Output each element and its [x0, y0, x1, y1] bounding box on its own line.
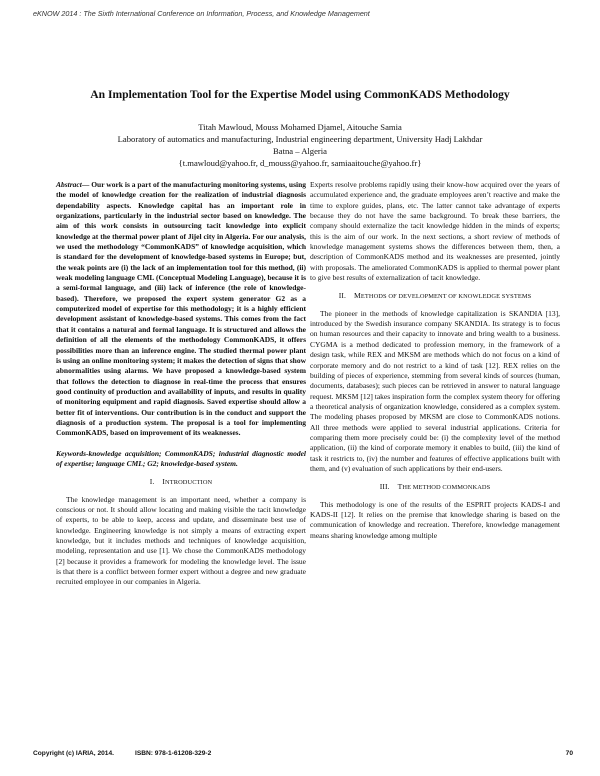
author-emails: {t.mawloud@yahoo.fr, d_mouss@yahoo.fr, samiaaitouche@yahoo.fr} — [178, 158, 422, 168]
section-title-rest: ETHODS OF DEVELOPMENT OF KNOWLEDGE SYSTEMS — [360, 293, 532, 301]
running-head: eKNOW 2014 : The Sixth International Conference on Information, Process, and Knowledge Management — [33, 9, 370, 18]
author-names: Titah Mawloud, Mouss Mohamed Djamel, Aitouche Samia — [198, 122, 402, 132]
section-number: I. — [149, 477, 155, 487]
left-column — [56, 180, 306, 588]
section-title-initial: I — [162, 477, 165, 487]
abstract-text: Our work is a part of the manufacturing monitoring systems, using the model of knowledge creation for the realization of industrial diagnosis dependability aspects. Knowledge capital has an important role in organizations, particularly in the industrial sector based on knowledge. The aim of this work consists in outsourcing tacit knowledge into explicit knowledge at the thermal power plant of Jijel city in Algeria. For our analysis, we used the methodology “CommonKADS” of knowledge acquisition, which is standard for the development of knowledge-based systems in Europe; but, the weak points are (i) the lack of an implementation tool for this method, (ii) weak modeling language CML (Conceptual Modeling Language), because it is a semi-formal language, and (iii) lack of inference (the role of knowledge-based). Therefore, we proposed the expert system generator G2 as a computerized model of expertise for this methodology; it is a highly efficient development assistant of knowledge-based systems. This comes from the fact that it contains a natural and formal language. It is structured and allows the definition of all the elements of the methodology CommonKADS, it offers possibilities more than an inference engine. The studied thermal power plant is using an online monitoring system; it makes the detection of signs that show abnormalities using alarms. We have proposed a knowledge-based system that follows the detection to diagnose in real-time the process that ensures good continuity of production and availability of inputs, and results in quality of monitoring equipment and rapid diagnosis. Saved expertise should allow a better fit of interventions. Our contribution is in the conduct and support the diagnosis of a production system. The proposal is a tool for implementing CommonKADS, based on improvement of its weaknesses. — [56, 180, 306, 438]
paragraph: The pioneer in the methods of knowledge capitalization is SKANDIA [13], introduced by the Swedish insurance company SKANDIA. Its strategy is to focus on human resources and their capacity to innovate and bring wealth to a business. CYGMA is a method dedicated to profession memory, in the framework of a design task, while REX and MKSM are methods which do not focus on a kind of corporate memory and do not restrict to a kind of task [12]. REX relies on the building of pieces of experience, stemming from several kinds of sources (human, documents, databases); such pieces can be retrieved in answer to natural language request. MKSM [12] takes inspiration form the complex system theory for offering a theoretical analysis of organization knowledge, considered as a complex system. The modeling phases proposed by MKSM are close to CommonKADS notions. All three methods were applied to several industrial applications. Criteria for comparing them more precisely could be: (i) the complexity level of the method application, (ii) the kind of corporate memory it enables to build, (iii) the kind of task it restricts to, (iv) the number and features of effective applications built with them, and (v) evaluation of such applications by their end-users. — [310, 308, 560, 473]
section-heading-2 — [310, 291, 560, 302]
section-title-rest: NTRODUCTION — [165, 479, 213, 487]
section-heading-1 — [56, 477, 306, 488]
page-number: 70 — [565, 750, 573, 757]
paragraph: The knowledge management is an important need, whether a company is conscious or not. It should allow locating and making visible the tacit knowledge of experts, to be able to keep, access and update, and disseminate best use of knowledge. Engineering knowledge is not simply a means of extracting expert knowledge, but it includes methods and techniques of knowledge acquisition, modeling, representation and use [1]. We chose the CommonKADS methodology [2] because it provides a framework for modeling the knowledge level. The issue is that there is a conflict between former expert without a degree and new graduate recruited employee in our companies in Algeria. — [56, 494, 306, 587]
author-affiliation: Laboratory of automatics and manufacturing, Industrial engineering department, University Hadj Lakhdar — [117, 134, 483, 144]
author-block — [30, 121, 570, 169]
paragraph: This methodology is one of the results of the ESPRIT projects KADS-I and KADS-II [12]. It relies on the premise that knowledge sharing is based on the communication of knowledge and recreation. Therefore, knowledge management means sharing knowledge among multiple — [310, 499, 560, 540]
footer-isbn: ISBN: 978-1-61208-329-2 — [135, 750, 212, 757]
section-number: II. — [338, 291, 346, 301]
section-heading-3 — [310, 482, 560, 493]
keywords: Keywords-knowledge acquisition; CommonKADS; industrial diagnostic model of expertise; language CML; G2; knowledge-based system. — [56, 448, 306, 468]
footer-copyright: Copyright (c) IARIA, 2014. — [33, 750, 114, 757]
section-title-rest: HE METHOD COMMONKADS — [402, 484, 491, 492]
abstract — [56, 180, 306, 439]
paper-title: An Implementation Tool for the Expertise Model using CommonKADS Methodology — [90, 88, 510, 101]
section-number: III. — [379, 482, 390, 492]
section-title-initial: T — [397, 482, 403, 492]
abstract-lead: Abstract— — [56, 180, 90, 189]
right-column — [310, 180, 560, 541]
author-location: Batna – Algeria — [273, 146, 327, 156]
paragraph: Experts resolve problems rapidly using their know-how acquired over the years of accumulated experience and, the graduate employees aren’t reactive and make the time to explore guides, plans, etc. The latter cannot take advantage of experts because they do not have the same background. To break these barriers, the company should externalize the tacit knowledge hidden in the minds of experts; this is the aim of our work. In the next sections, a short review of methods of knowledge management systems shows the differences between them, then, a description of CommonKADS method and its weaknesses are presented, jointly with proposals. The ameliorated CommonKADS is applied to thermal power plant to give best results of externalization of tacit knowledge. — [310, 180, 560, 283]
section-title-initial: M — [353, 291, 361, 301]
